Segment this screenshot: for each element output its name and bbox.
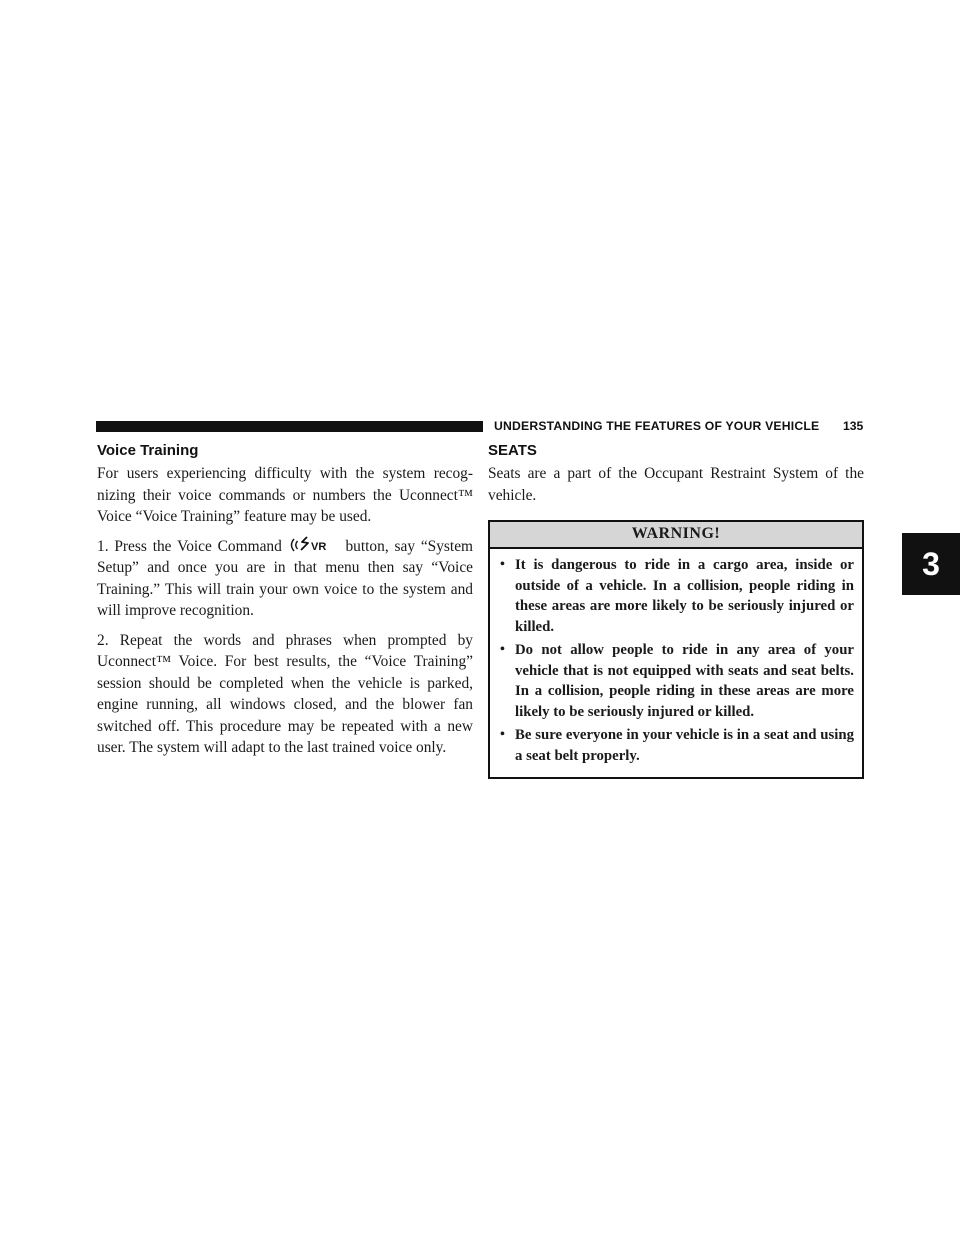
seats-heading: SEATS [488, 442, 537, 459]
header-bar [96, 421, 483, 432]
warning-item-text: It is dangerous to ride in a cargo area, inside or outside of a vehicle. In a collision, people riding in these areas are more likely to be seriously injured or killed. [515, 557, 854, 635]
warning-title: WARNING! [490, 522, 862, 549]
right-column [488, 442, 864, 779]
page-number: 135 [843, 419, 864, 433]
step-1-text-start: 1. Press the Voice Command [97, 537, 282, 555]
warning-item [498, 640, 854, 722]
warning-item-text: Do not allow people to ride in any area of your vehicle that is not equipped with seats and seat belts. In a collision, people riding in these areas are more likely to be seriously injured or killed. [515, 642, 854, 720]
warning-item [498, 555, 854, 637]
voice-training-step-2: 2. Repeat the words and phrases when prompted by Uconnect™ Voice. For best results, the “Voice Training” session should be completed when the vehicle is parked, engine running, all windows closed, and the blower fan switched off. This procedure may be repeated with a new user. The system will adapt to the last trained voice only. [97, 631, 473, 756]
warning-list [490, 549, 862, 777]
warning-item-text: Be sure everyone in your vehicle is in a seat and using a seat belt properly. [515, 727, 854, 764]
warning-item [498, 725, 854, 766]
voice-command-vr-icon [288, 536, 340, 554]
seats-intro: Seats are a part of the Occupant Restraint System of the vehicle. [488, 465, 864, 504]
step-1-text-end: button, say “System Setup” and once you are in that menu then say “Voice Training.” This will train your own voice to the system and will improve recognition. [97, 537, 474, 619]
voice-training-heading: Voice Training [97, 442, 199, 459]
voice-training-step-1 [97, 536, 473, 622]
svg-text:VR: VR [310, 540, 326, 553]
left-column [97, 442, 473, 767]
bullet-icon: • [500, 557, 505, 572]
running-header: UNDERSTANDING THE FEATURES OF YOUR VEHICLE [494, 419, 820, 433]
warning-box [488, 520, 864, 779]
chapter-tab: 3 [902, 533, 960, 595]
bullet-icon: • [500, 727, 505, 742]
bullet-icon: • [500, 642, 505, 657]
voice-training-intro: For users experiencing difficulty with the system recog-nizing their voice commands or numbers the Uconnect™ Voice “Voice Training” feature may be used. [97, 465, 473, 525]
